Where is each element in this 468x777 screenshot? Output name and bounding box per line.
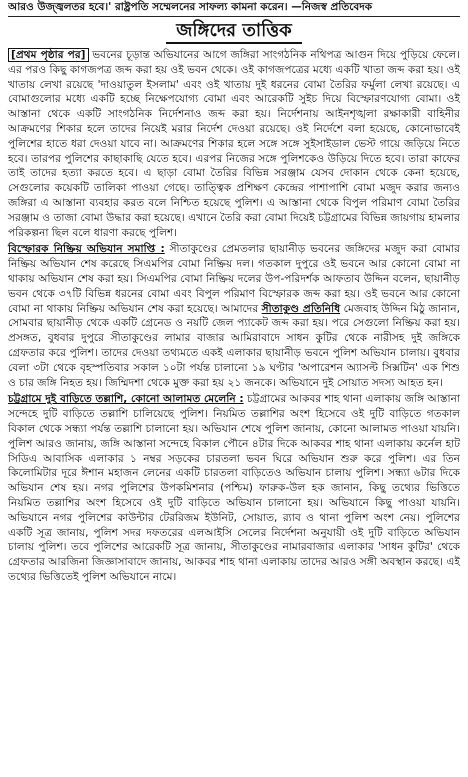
- paragraph-text: ভবনের চূড়ান্ত অভিযানের আগে জঙ্গিরা সাংগঠনিক নথিপত্র আগুন দিয়ে পুড়িয়ে ফেলে। এর পরও কিছু কাগজপত্র জব্দ করা হয় ওই ভবন থেকে। ওই কাগজপত্রের মধ্যে একটি খাতা জব্দ করা হয়। ওই খাতায় লেখা রয়েছে 'দাওয়াতুল ইসলাম' এবং ওই খাতায় দুই ধরনের বোমা তৈরির ফর্মুলা লেখা রয়েছে। এ বোমাগুলোর মধ্যে একটি হচ্ছে নিক্ষেপযোগ্য বোমা এবং আরেকটি সুইচ দিয়ে বিস্ফোরণযোগ্য বোমা। ওই আস্তানা থেকে একটি সাংগঠনিক নির্দেশনাও জব্দ করা হয়। নির্দেশনায় আইনশৃঙ্খলা রক্ষাকারী বাহিনীর আক্রমণের শিকার হলে তাদের নিয়েই মরার নির্দেশ দেওয়া রয়েছে। ওই নির্দেশে বলা হয়েছে, কোনোভাবেই পুলিশের হাতে ধরা দেওয়া যাবে না। আক্রমণের শিকার হলে সঙ্গে সঙ্গে সুইসাইডাল ভেস্ট গায়ে জড়িয়ে নিতে হবে। তারপর পুলিশের কাছাকাছি যেতে হবে। এরপর নিজের সঙ্গে পুলিশকেও উড়িয়ে দিতে হবে। তারা কাফের তাই তাদের হত্যা করতে হবে। এ ছাড়া বোমা তৈরির বিভিন্ন সরঞ্জাম যেসব দোকান থেকে কেনা হয়েছে, সেগুলোর কয়েকটি তালিকা পাওয়া গেছে। তাত্ত্বিক প্রশিক্ষণ কেন্দ্রের পাশাপাশি বোমা মজুদ করার জন্যও জঙ্গিরা এ আস্তানা ব্যবহার করত বলে নিশ্চিত হয়েছে পুলিশ। এ আস্তানা থেকে বিপুল পরিমাণ বোমা তৈরির সরঞ্জাম ও তাজা বোমা উদ্ধার করা হয়েছে। এখানে তৈরি করা বোমা দিয়েই চট্টগ্রামের বিভিন্ন জায়গায় হামলার পরিকল্পনা ছিল বলে ধারণা করছে পুলিশ।: [8, 49, 460, 239]
- subheading-bomb-disposal: বিস্ফোরক নিষ্ক্রিয় অভিযান সমাপ্তি :: [8, 243, 165, 256]
- paragraph-text: সীতাকুণ্ডের প্রেমতলার ছায়ানীড় ভবনের জঙ্গিদের মজুদ করা বোমার নিষ্ক্রিয় অভিযান শেষ করেছে সিএমপির বোমা নিষ্ক্রিয় দল। গতকাল দুপুরে ওই ভবনে আর কোনো বোমা না থাকায় অভিযান শেষ করা হয়। সিএমপির বোমা নিষ্ক্রিয় দলের উপ-পরিদর্শক আফতাব উদ্দিন বলেন, ছায়ানীড় ভবন থেকে ৩৭টি বিভিন্ন ধরনের বোমা এবং বিপুল পরিমাণ বিস্ফোরক জব্দ করা হয়। ওই ভবনে আর কোনো বোমা না থাকায় নিষ্ক্রিয় অভিযান শেষ করা হয়েছে। আমাদের: [8, 243, 461, 315]
- paragraph-text: মেজবাহ উদ্দিন মিঠু জানান, সোমবার ছায়ানীড় থেকে একটি গ্রেনেড ও নয়টি জেল প্যাকেট জব্দ করা হয়। পরে সেগুলো নিষ্ক্রিয় করা হয়। প্রসঙ্গত, বুধবার দুপুরে সীতাকুণ্ডের লামার বাজার আমিরাবাদে সাধন কুটির থেকে নারীসহ দুই জঙ্গিকে গ্রেফতার করে পুলিশ। তাদের দেওয়া তথ্যমতে একই এলাকার ছায়ানীড় ভবনে পুলিশ অভিযান চালায়। বুধবার বেলা ৩টা থেকে বৃহস্পতিবার সকাল ১০টা পর্যন্ত চালানো ১৯ ঘণ্টার 'অপারেশন অ্যাসল্ট সিক্সটিন' এক শিশু ও চার জঙ্গি নিহত হয়। জিম্মিদশা থেকে মুক্ত করা হয় ২১ জনকে। অভিযানে দুই সোয়াত সদস্য আহত হন।: [8, 302, 460, 389]
- article-paragraph-bomb-disposal: [8, 242, 460, 390]
- subheading-chattogram-search: চট্টগ্রামে দুই বাড়িতে তল্লাশি, কোনো আলামত মেলেনি :: [8, 393, 244, 406]
- article-headline: জঙ্গিদের তাত্তিক: [166, 20, 301, 44]
- continuation-marker: [প্রথম পৃষ্ঠার পর]: [8, 48, 89, 62]
- article-paragraph-chattogram-search: [8, 392, 460, 584]
- reporter-credit: সীতাকুণ্ড প্রতিনিধি: [261, 302, 341, 315]
- previous-article-tail: আরও উজ্জ্বলতর হবে।' রাষ্ট্রপতি সম্মেলনের সাফল্য কামনা করেন। —নিজস্ব প্রতিবেদক: [8, 0, 460, 17]
- headline-wrap: [8, 17, 460, 48]
- paragraph-text: চট্টগ্রামের আকবর শাহ থানা এলাকায় জঙ্গি আস্তানা সন্দেহে দুটি বাড়িতে তল্লাশি চালিয়েছে পুলিশ। নিয়মিত তল্লাশির অংশ হিসেবে ওই দুটি বাড়িতে গতকাল বিকাল থেকে সন্ধ্যা পর্যন্ত তল্লাশি চালানো হয়। অভিযান শেষে পুলিশ জানায়, কোনো আলামত পাওয়া যায়নি। পুলিশ আরও জানায়, জঙ্গি আস্তানা সন্দেহে বিকাল পৌনে ৪টার দিকে আকবর শাহ থানা এলাকায় কর্নেল হাট সিডিএ আবাসিক এলাকার ১ নম্বর সড়কের চারতলা ভবন ঘিরে অভিযান শুরু করে পুলিশ। এর তিন কিলোমিটার দূরে ঈশান মহাজন লেনের একটি চারতলা বাড়িতেও অভিযান চালায় পুলিশ। সন্ধ্যা ৬টার দিকে অভিযান শেষ হয়। নগর পুলিশের উপকমিশনার (পশ্চিম) ফারুক-উল হক জানান, কিছু তথ্যের ভিত্তিতে নিয়মিত তল্লাশির অংশ হিসেবে ওই দুটি বাড়িতে অভিযান চালানো হয়। অভিযানে কিছু পাওয়া যায়নি। অভিযানে নগর পুলিশের কাউন্টার টেররিজম ইউনিট, সোয়াত, র‌্যাব ও থানা পুলিশ অংশ নেয়। পুলিশের একটি সূত্র জানায়, পুলিশ সদর দফতরের এলআইসি সেলের নির্দেশনা অনুযায়ী ওই দুটি বাড়িতে অভিযান চালায় পুলিশ। তবে পুলিশের আরেকটি সূত্র জানায়, সীতাকুণ্ডের নামারবাজার এলাকার 'সাধন কুটির' থেকে গ্রেফতার আরজিনা জিজ্ঞাসাবাদে জানায়, আকবর শাহ থানা এলাকায় তাদের আরও সঙ্গী অবস্থান করছে। এই তথ্যের ভিত্তিতেই পুলিশ অভিযানে নামে।: [8, 393, 461, 583]
- article-paragraph-continuation: [8, 48, 460, 240]
